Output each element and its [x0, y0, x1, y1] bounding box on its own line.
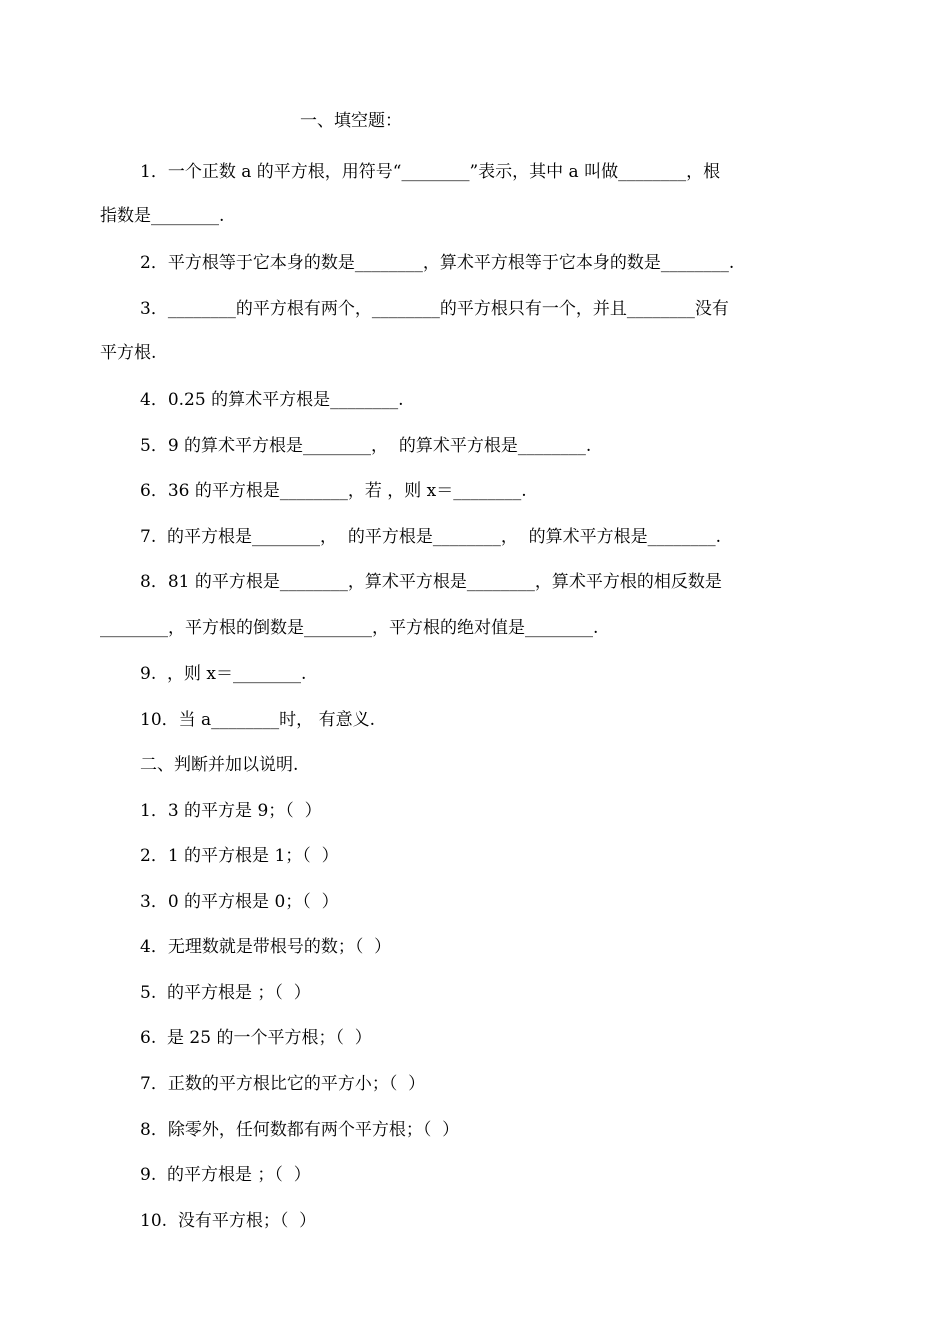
fill-blank-q7: 7. 的平方根是________， 的平方根是________， 的算术平方根是________. — [140, 527, 722, 547]
fill-blank-q10: 10．当 a________时， 有意义. — [140, 710, 375, 730]
judge-q1: 1．3 的平方是 9；（ ） — [140, 801, 322, 821]
judge-q8: 8．除零外，任何数都有两个平方根；（ ） — [140, 1120, 460, 1140]
judge-q10: 10. 没有平方根；（ ） — [140, 1211, 317, 1231]
fill-blank-q4: 4．0.25 的算术平方根是________. — [140, 390, 404, 410]
fill-blank-q8-line1: 8．81 的平方根是________，算术平方根是________，算术平方根的相反数是 — [140, 572, 722, 592]
fill-blank-q3-line1: 3．________的平方根有两个，________的平方根只有一个，并且________没有 — [140, 299, 729, 319]
judge-q3: 3．0 的平方根是 0；（ ） — [140, 892, 339, 912]
fill-blank-q6: 6．36 的平方根是________，若 ，则 x＝________. — [140, 481, 527, 501]
section1-heading: 一、填空题： — [300, 111, 402, 131]
fill-blank-q9: 9. ，则 x＝________. — [140, 664, 307, 684]
judge-q2: 2．1 的平方根是 1；（ ） — [140, 846, 339, 866]
judge-q9: 9. 的平方根是 ；（ ） — [140, 1165, 311, 1185]
judge-q6: 6. 是 25 的一个平方根；（ ） — [140, 1028, 372, 1048]
fill-blank-q3-line2: 平方根. — [100, 343, 157, 363]
fill-blank-q8-line2: ________，平方根的倒数是________，平方根的绝对值是________. — [100, 618, 599, 638]
fill-blank-q2: 2．平方根等于它本身的数是________，算术平方根等于它本身的数是________. — [140, 253, 735, 273]
judge-q5: 5. 的平方根是 ；（ ） — [140, 983, 311, 1003]
fill-blank-q1-line2: 指数是________. — [100, 206, 225, 226]
fill-blank-q1-line1: 1．一个正数 a 的平方根，用符号“________”表示，其中 a 叫做________，根 — [140, 162, 721, 182]
judge-q7: 7．正数的平方根比它的平方小；（ ） — [140, 1074, 426, 1094]
section2-heading: 二、判断并加以说明. — [140, 755, 299, 775]
judge-q4: 4．无理数就是带根号的数；（ ） — [140, 937, 392, 957]
fill-blank-q5: 5．9 的算术平方根是________， 的算术平方根是________. — [140, 436, 592, 456]
